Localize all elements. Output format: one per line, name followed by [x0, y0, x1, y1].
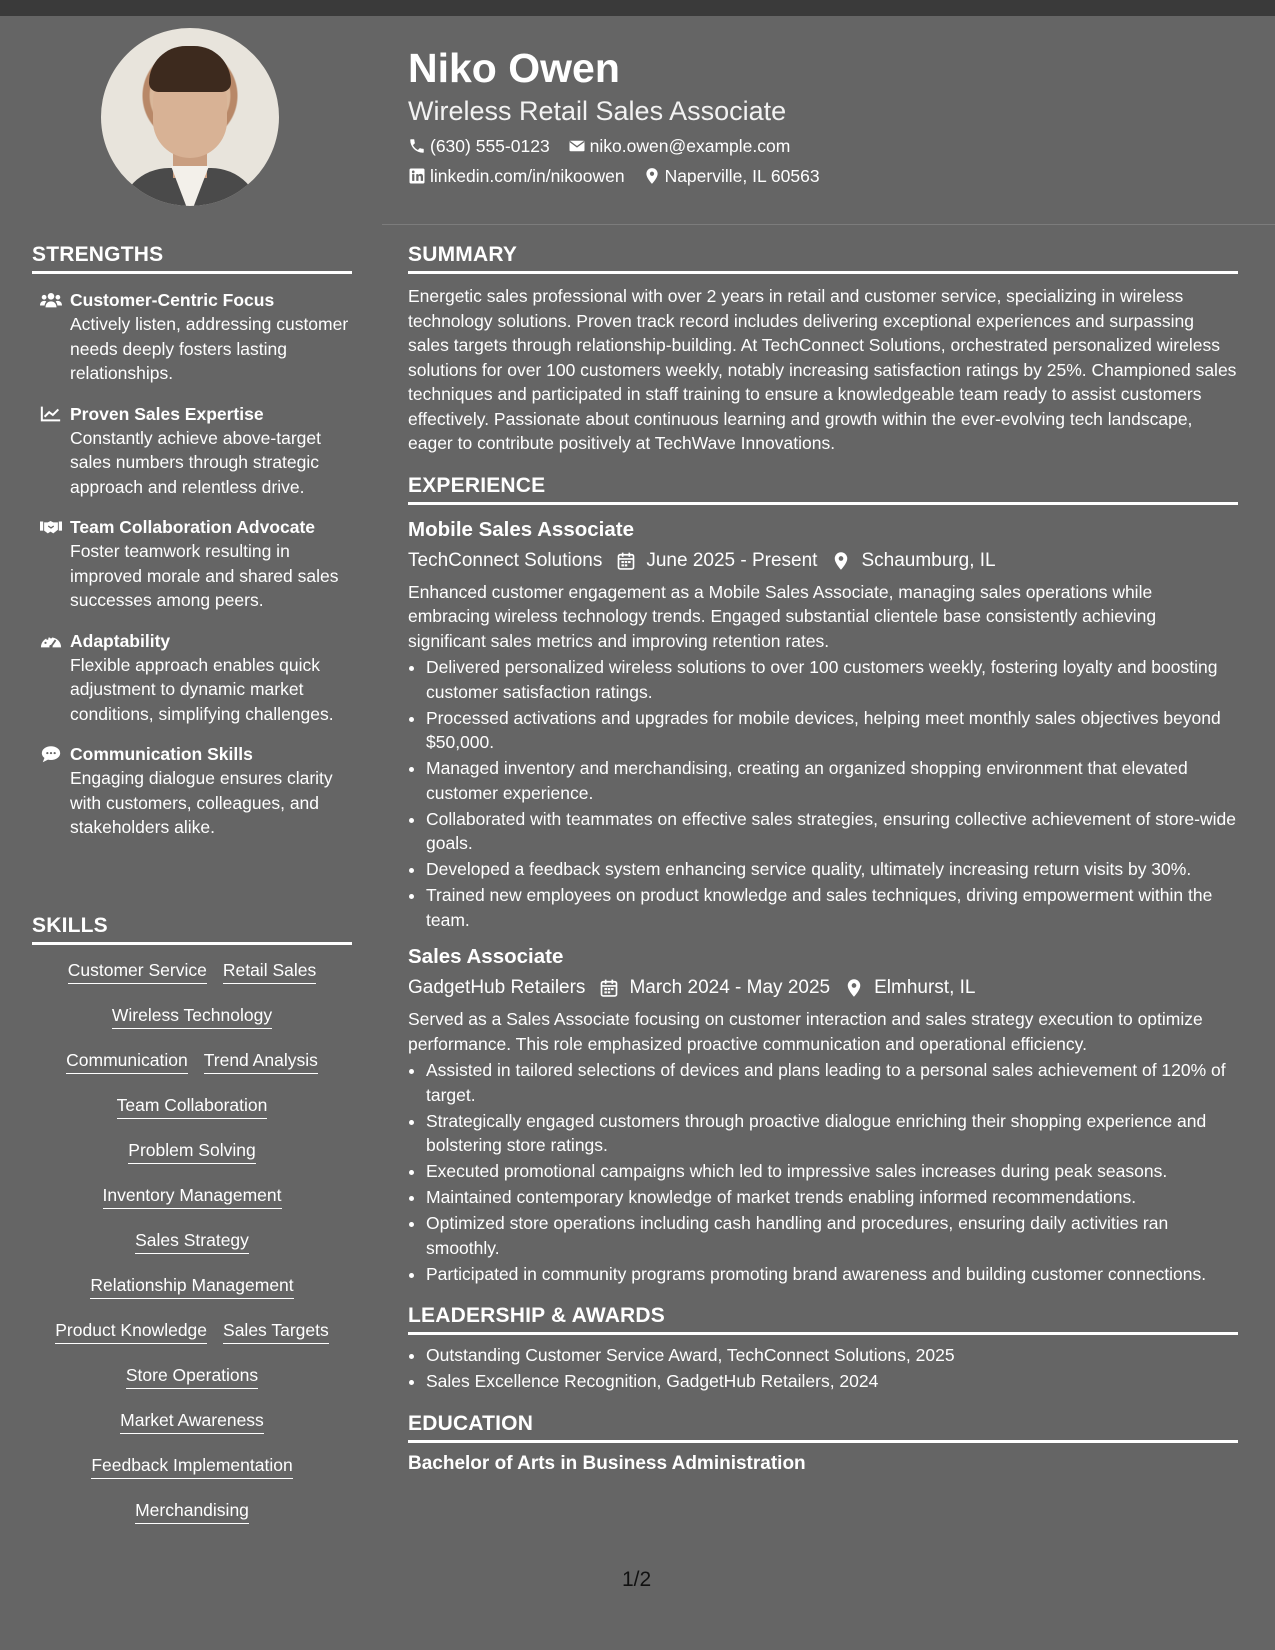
strength-description: Constantly achieve above-target sales numbers through strategic approach and relentless drive. [70, 427, 321, 497]
skill-row [32, 1315, 352, 1360]
skill-tag: Feedback Implementation [91, 1454, 292, 1479]
phone-contact [408, 134, 550, 158]
award-item: • Sales Excellence Recognition, GadgetHub Retailers, 2024 [426, 1369, 1238, 1394]
job-bullet: • Assisted in tailored selections of devices and plans leading to a personal sales achievement of 120% of target. [426, 1058, 1238, 1107]
skill-tag: Merchandising [135, 1499, 249, 1524]
skill-row [32, 1225, 352, 1270]
contact-line [408, 164, 1228, 188]
job-description: Enhanced customer engagement as a Mobile Sales Associate, managing sales operations while embracing wireless technology trends. Engaged substantial clientele base consistently achieving significant sales metrics and improving retention rates. [408, 581, 1157, 651]
skill-row [32, 1270, 352, 1315]
skill-row [32, 1135, 352, 1180]
chart-line-icon [32, 402, 70, 500]
strength-title: Team Collaboration Advocate [70, 517, 316, 537]
email-text[interactable]: niko.owen@example.com [589, 136, 791, 156]
job-bullet: • Participated in community programs promoting brand awareness and building customer connections. [426, 1262, 1238, 1287]
strength-description: Actively listen, addressing customer needs deeply fosters lasting relationships. [70, 314, 349, 383]
gauge-icon [32, 629, 70, 727]
job-bullet: • Delivered personalized wireless solutions to over 100 customers weekly, fostering loyalty and boosting customer satisfaction ratings. [426, 655, 1238, 704]
awards-heading: LEADERSHIP & AWARDS [408, 1304, 1238, 1335]
skill-row [32, 1045, 352, 1090]
handshake-icon [32, 515, 70, 613]
skill-tag: Trend Analysis [204, 1049, 318, 1074]
awards-section [408, 1304, 1238, 1394]
page-number: 1/2 [622, 1568, 652, 1591]
skill-tag: Sales Strategy [135, 1229, 249, 1254]
strength-item [32, 402, 352, 500]
strengths-heading: STRENGTHS [32, 243, 352, 274]
skill-row [32, 1450, 352, 1495]
job-bullet: • Maintained contemporary knowledge of market trends enabling informed recommendations. [426, 1185, 1238, 1210]
calendar-icon [599, 978, 619, 998]
linkedin-contact[interactable] [408, 164, 625, 188]
skills-heading: SKILLS [32, 914, 352, 945]
map-pin-icon [643, 167, 661, 185]
summary-heading: SUMMARY [408, 243, 1238, 274]
strength-title: Adaptability [70, 630, 171, 651]
skill-tag: Store Operations [126, 1364, 258, 1389]
experience-heading: EXPERIENCE [408, 474, 1238, 505]
strength-description: Flexible approach enables quick adjustment to dynamic market conditions, simplifying challenges. [70, 654, 334, 724]
skill-row [32, 1000, 352, 1045]
skill-tag: Product Knowledge [55, 1319, 207, 1344]
strength-item [32, 288, 352, 386]
strength-item [32, 515, 352, 613]
location-text: Naperville, IL 60563 [664, 166, 820, 186]
skills-section [32, 914, 352, 1540]
job-dates: March 2024 - May 2025 [629, 977, 831, 998]
job-bullet: • Trained new employees on product knowledge and sales techniques, driving empowerment within the team. [426, 883, 1238, 932]
phone-icon [408, 137, 426, 155]
summary-text: Energetic sales professional with over 2 years in retail and customer service, specializing in wireless technology solutions. Proven track record includes delivering exceptional experiences and surpassing sales targets through relationship-building. At TechConnect Solutions, orchestrated personalized wireless solutions for over 100 customers weekly, notably increasing satisfaction ratings by 25%. Championed sales techniques and participated in staff training to ensure a knowledgeable team ready to assist customers effectively. Passionate about continuous learning and growth within the ever-evolving tech landscape, eager to contribute positively at TechWave Innovations. [408, 286, 1237, 453]
skill-row [32, 1180, 352, 1225]
skill-tag: Market Awareness [120, 1409, 264, 1434]
skill-tag: Problem Solving [128, 1139, 255, 1164]
job-bullet: • Managed inventory and merchandising, creating an organized shopping environment that elevated customer experience. [426, 756, 1238, 805]
top-bar [0, 0, 1275, 16]
skill-tag: Customer Service [68, 959, 207, 984]
strength-title: Proven Sales Expertise [70, 403, 264, 424]
degree-title: Bachelor of Arts in Business Administration [408, 1452, 806, 1474]
skill-row [32, 1495, 352, 1540]
skill-row [32, 1405, 352, 1450]
education-section [408, 1412, 1238, 1475]
skill-tag: Wireless Technology [112, 1004, 272, 1029]
job-title: Mobile Sales Associate [408, 517, 634, 541]
skills-list [32, 955, 352, 1540]
strength-description: Engaging dialogue ensures clarity with customers, colleagues, and stakeholders alike. [70, 768, 333, 837]
experience-section [408, 474, 1238, 1287]
contact-line [408, 134, 1228, 158]
job-bullet: • Developed a feedback system enhancing service quality, ultimately increasing return visits by 30%. [426, 857, 1238, 882]
calendar-icon [616, 551, 636, 571]
resume-header [408, 42, 1228, 188]
job-bullets [408, 655, 1238, 932]
map-pin-icon [844, 978, 864, 998]
profile-photo [101, 28, 279, 206]
strengths-section [32, 243, 352, 840]
strength-item [32, 742, 352, 840]
job-company: TechConnect Solutions [408, 549, 603, 571]
skill-tag: Sales Targets [223, 1319, 329, 1344]
summary-section [408, 243, 1238, 456]
users-icon [32, 288, 70, 386]
education-heading: EDUCATION [408, 1412, 1238, 1443]
job-bullet: • Processed activations and upgrades for mobile devices, helping meet monthly sales objectives beyond $50,000. [426, 706, 1238, 755]
job-bullet: • Optimized store operations including cash handling and procedures, ensuring daily activities ran smoothly. [426, 1211, 1238, 1260]
strength-title: Communication Skills [70, 744, 253, 764]
candidate-role: Wireless Retail Sales Associate [408, 96, 787, 126]
job-meta [408, 975, 1238, 1001]
map-pin-icon [831, 551, 851, 571]
strength-item [32, 629, 352, 727]
award-item: • Outstanding Customer Service Award, TechConnect Solutions, 2025 [426, 1343, 1238, 1368]
location-contact [643, 164, 820, 188]
strength-title: Customer-Centric Focus [70, 290, 275, 310]
email-contact[interactable] [568, 134, 791, 158]
main-content [408, 243, 1238, 1489]
job-location: Schaumburg, IL [861, 549, 996, 571]
skill-tag: Team Collaboration [117, 1094, 268, 1119]
job-meta [408, 548, 1238, 574]
job-bullet: • Strategically engaged customers through proactive dialogue enriching their shopping experience and bolstering store ratings. [426, 1109, 1238, 1158]
strength-description: Foster teamwork resulting in improved morale and shared sales successes among peers. [70, 541, 339, 610]
linkedin-text[interactable]: linkedin.com/in/nikoowen [430, 166, 625, 186]
linkedin-icon [408, 167, 426, 185]
job-entry [408, 517, 1238, 933]
skill-tag: Relationship Management [90, 1274, 293, 1299]
job-company: GadgetHub Retailers [408, 977, 586, 998]
envelope-icon [568, 137, 586, 155]
job-entry [408, 944, 1238, 1286]
job-dates: June 2025 - Present [646, 549, 818, 571]
skill-row [32, 1360, 352, 1405]
job-bullet: • Collaborated with teammates on effective sales strategies, ensuring collective achievement of store-wide goals. [426, 807, 1238, 856]
skill-tag: Inventory Management [103, 1184, 282, 1209]
skill-tag: Retail Sales [223, 959, 316, 984]
skill-row [32, 1090, 352, 1135]
job-description: Served as a Sales Associate focusing on customer interaction and sales strategy execution to optimize performance. This role emphasized proactive communication and operational efficiency. [408, 1009, 1203, 1054]
job-bullet: • Executed promotional campaigns which led to impressive sales increases during peak seasons. [426, 1159, 1238, 1184]
skill-tag: Communication [66, 1049, 188, 1074]
chat-bubble-icon [32, 742, 70, 840]
job-location: Elmhurst, IL [874, 977, 976, 998]
skill-row [32, 955, 352, 1000]
header-divider [382, 224, 1275, 225]
phone-text: (630) 555-0123 [430, 136, 550, 156]
job-bullets [408, 1058, 1238, 1286]
awards-list [408, 1343, 1238, 1394]
job-title: Sales Associate [408, 945, 564, 968]
candidate-name: Niko Owen [408, 45, 620, 91]
